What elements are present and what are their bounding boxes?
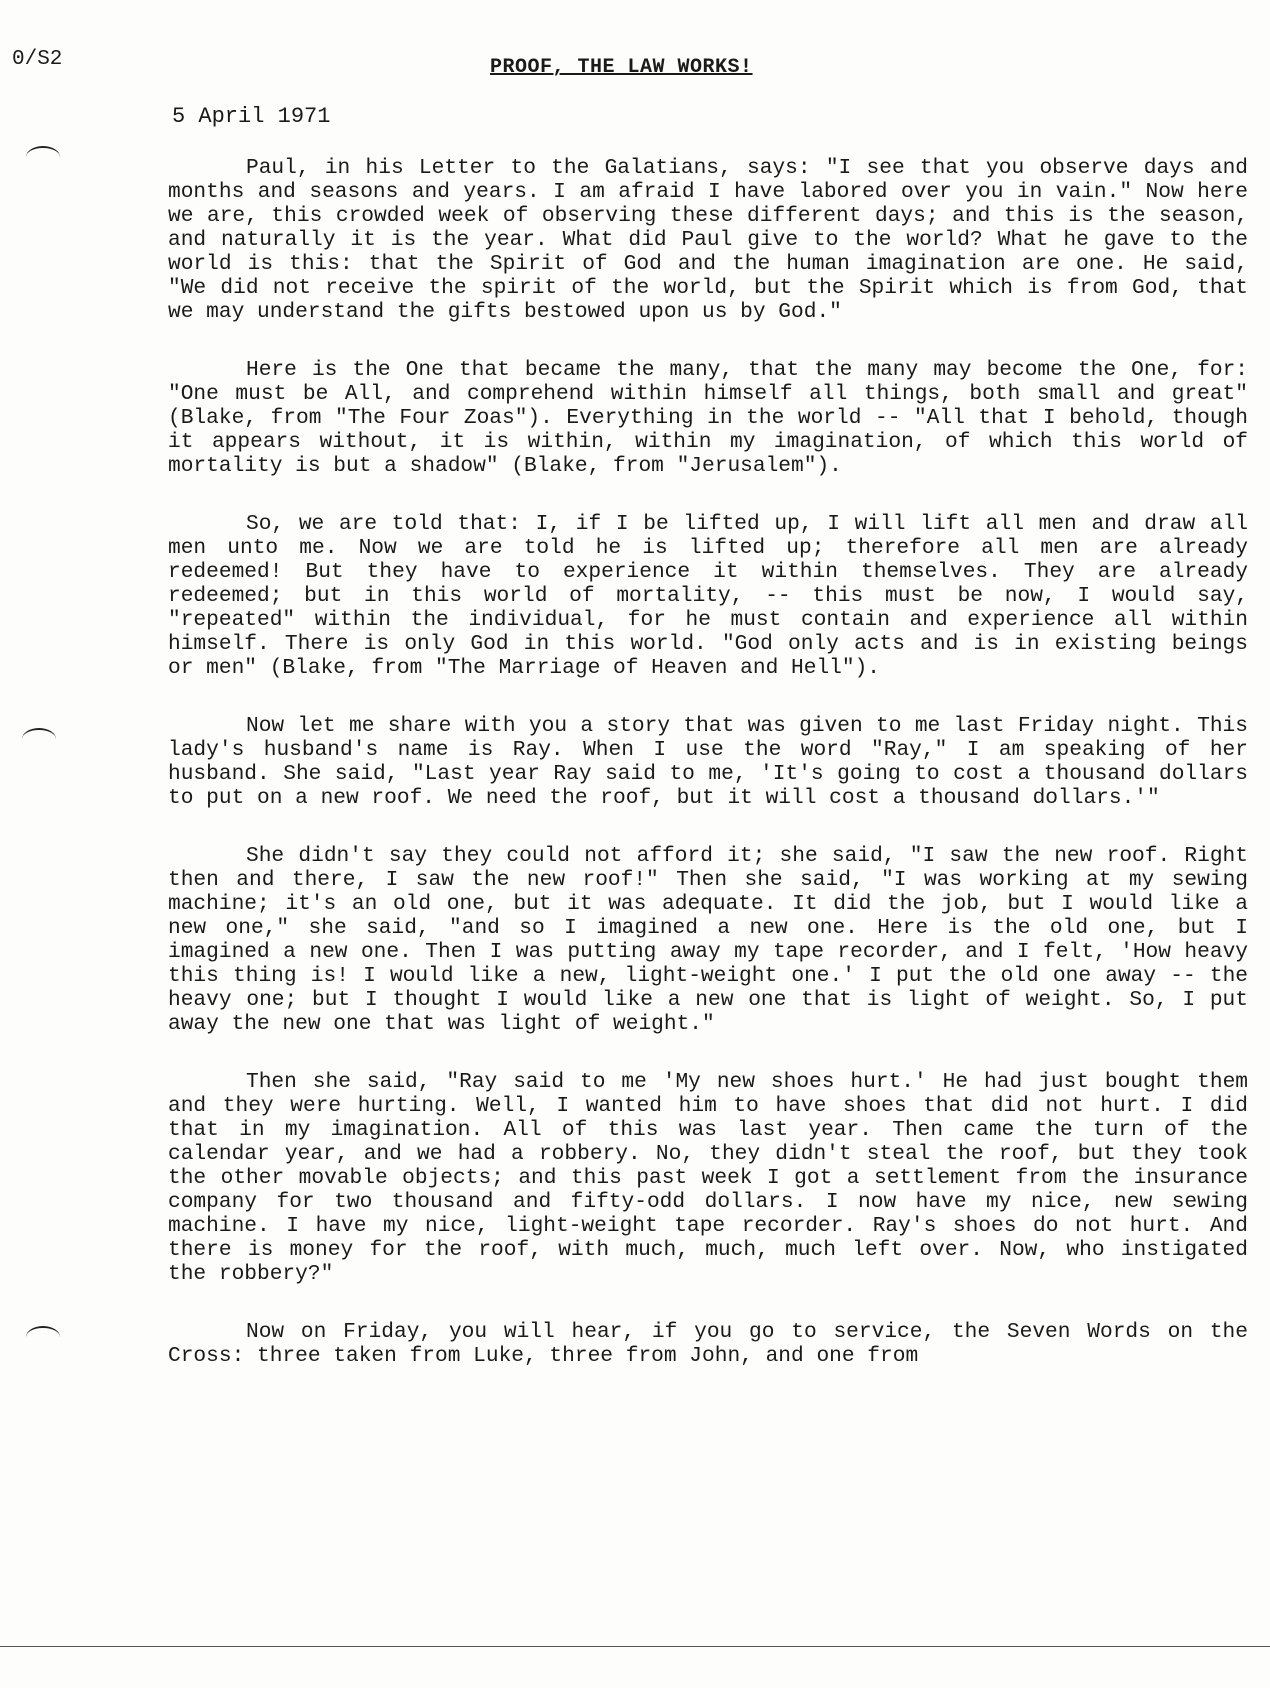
- hole-punch-mark-1: [26, 146, 60, 168]
- paragraph: Then she said, "Ray said to me 'My new shoes hurt.' He had just bought them and they were hurting. Well, I wanted him to have shoes that did not hurt. I did that in my imagination. All of this was last year. Then came the turn of the calendar year, and we had a robbery. No, they didn't steal the roof, but they took the other movable objects; and this past week I got a settlement from the insurance company for two thousand and fifty-odd dollars. I now have my nice, new sewing machine. I have my nice, light-weight tape recorder. Ray's shoes do not hurt. And there is money for the roof, with much, much, much left over. Now, who instigated the robbery?": [168, 1070, 1248, 1286]
- document-date: 5 April 1971: [172, 104, 331, 129]
- paragraph: She didn't say they could not afford it; she said, "I saw the new roof. Right then and there, I saw the new roof!" Then she said, "I was working at my sewing machine; it's an old one, but it was adequate. It did the job, but I would like a new one," she said, "and so I imagined a new one. Here is the old one, but I imagined a new one. Then I was putting away my tape recorder, and I felt, 'How heavy this thing is! I would like a new, light-weight one.' I put the old one away -- the heavy one; but I thought I would like a new one that is light of weight. So, I put away the new one that was light of weight.": [168, 844, 1248, 1036]
- paragraph: Paul, in his Letter to the Galatians, says: "I see that you observe days and months and seasons and years. I am afraid I have labored over you in vain." Now here we are, this crowded week of observing these different days; and this is the season, and naturally it is the year. What did Paul give to the world? What he gave to the world is this: that the Spirit of God and the human imagination are one. He said, "We did not receive the spirit of the world, but the Spirit which is from God, that we may understand the gifts bestowed upon us by God.": [168, 156, 1248, 324]
- document-body: [168, 156, 1248, 1368]
- hole-punch-mark-2: [22, 728, 56, 750]
- bottom-rule: [0, 1646, 1270, 1647]
- hole-punch-mark-3: [26, 1326, 60, 1348]
- paragraph: So, we are told that: I, if I be lifted up, I will lift all men and draw all men unto me. Now we are told he is lifted up; therefore all men are already redeemed! But they have to experience it within themselves. They are already redeemed; but in this world of mortality, -- this must be now, I would say, "repeated" within the individual, for he must contain and experience all within himself. There is only God in this world. "God only acts and is in existing beings or men" (Blake, from "The Marriage of Heaven and Hell").: [168, 512, 1248, 680]
- document-title: PROOF, THE LAW WORKS!: [490, 56, 753, 79]
- paragraph: Now let me share with you a story that was given to me last Friday night. This lady's husband's name is Ray. When I use the word "Ray," I am speaking of her husband. She said, "Last year Ray said to me, 'It's going to cost a thousand dollars to put on a new roof. We need the roof, but it will cost a thousand dollars.'": [168, 714, 1248, 810]
- page-id: 0/S2: [12, 48, 63, 71]
- paragraph: Now on Friday, you will hear, if you go to service, the Seven Words on the Cross: three taken from Luke, three from John, and one from: [168, 1320, 1248, 1368]
- paragraph: Here is the One that became the many, that the many may become the One, for: "One must be All, and comprehend within himself all things, both small and great" (Blake, from "The Four Zoas"). Everything in the world -- "All that I behold, though it appears without, it is within, within my imagination, of which this world of mortality is but a shadow" (Blake, from "Jerusalem").: [168, 358, 1248, 478]
